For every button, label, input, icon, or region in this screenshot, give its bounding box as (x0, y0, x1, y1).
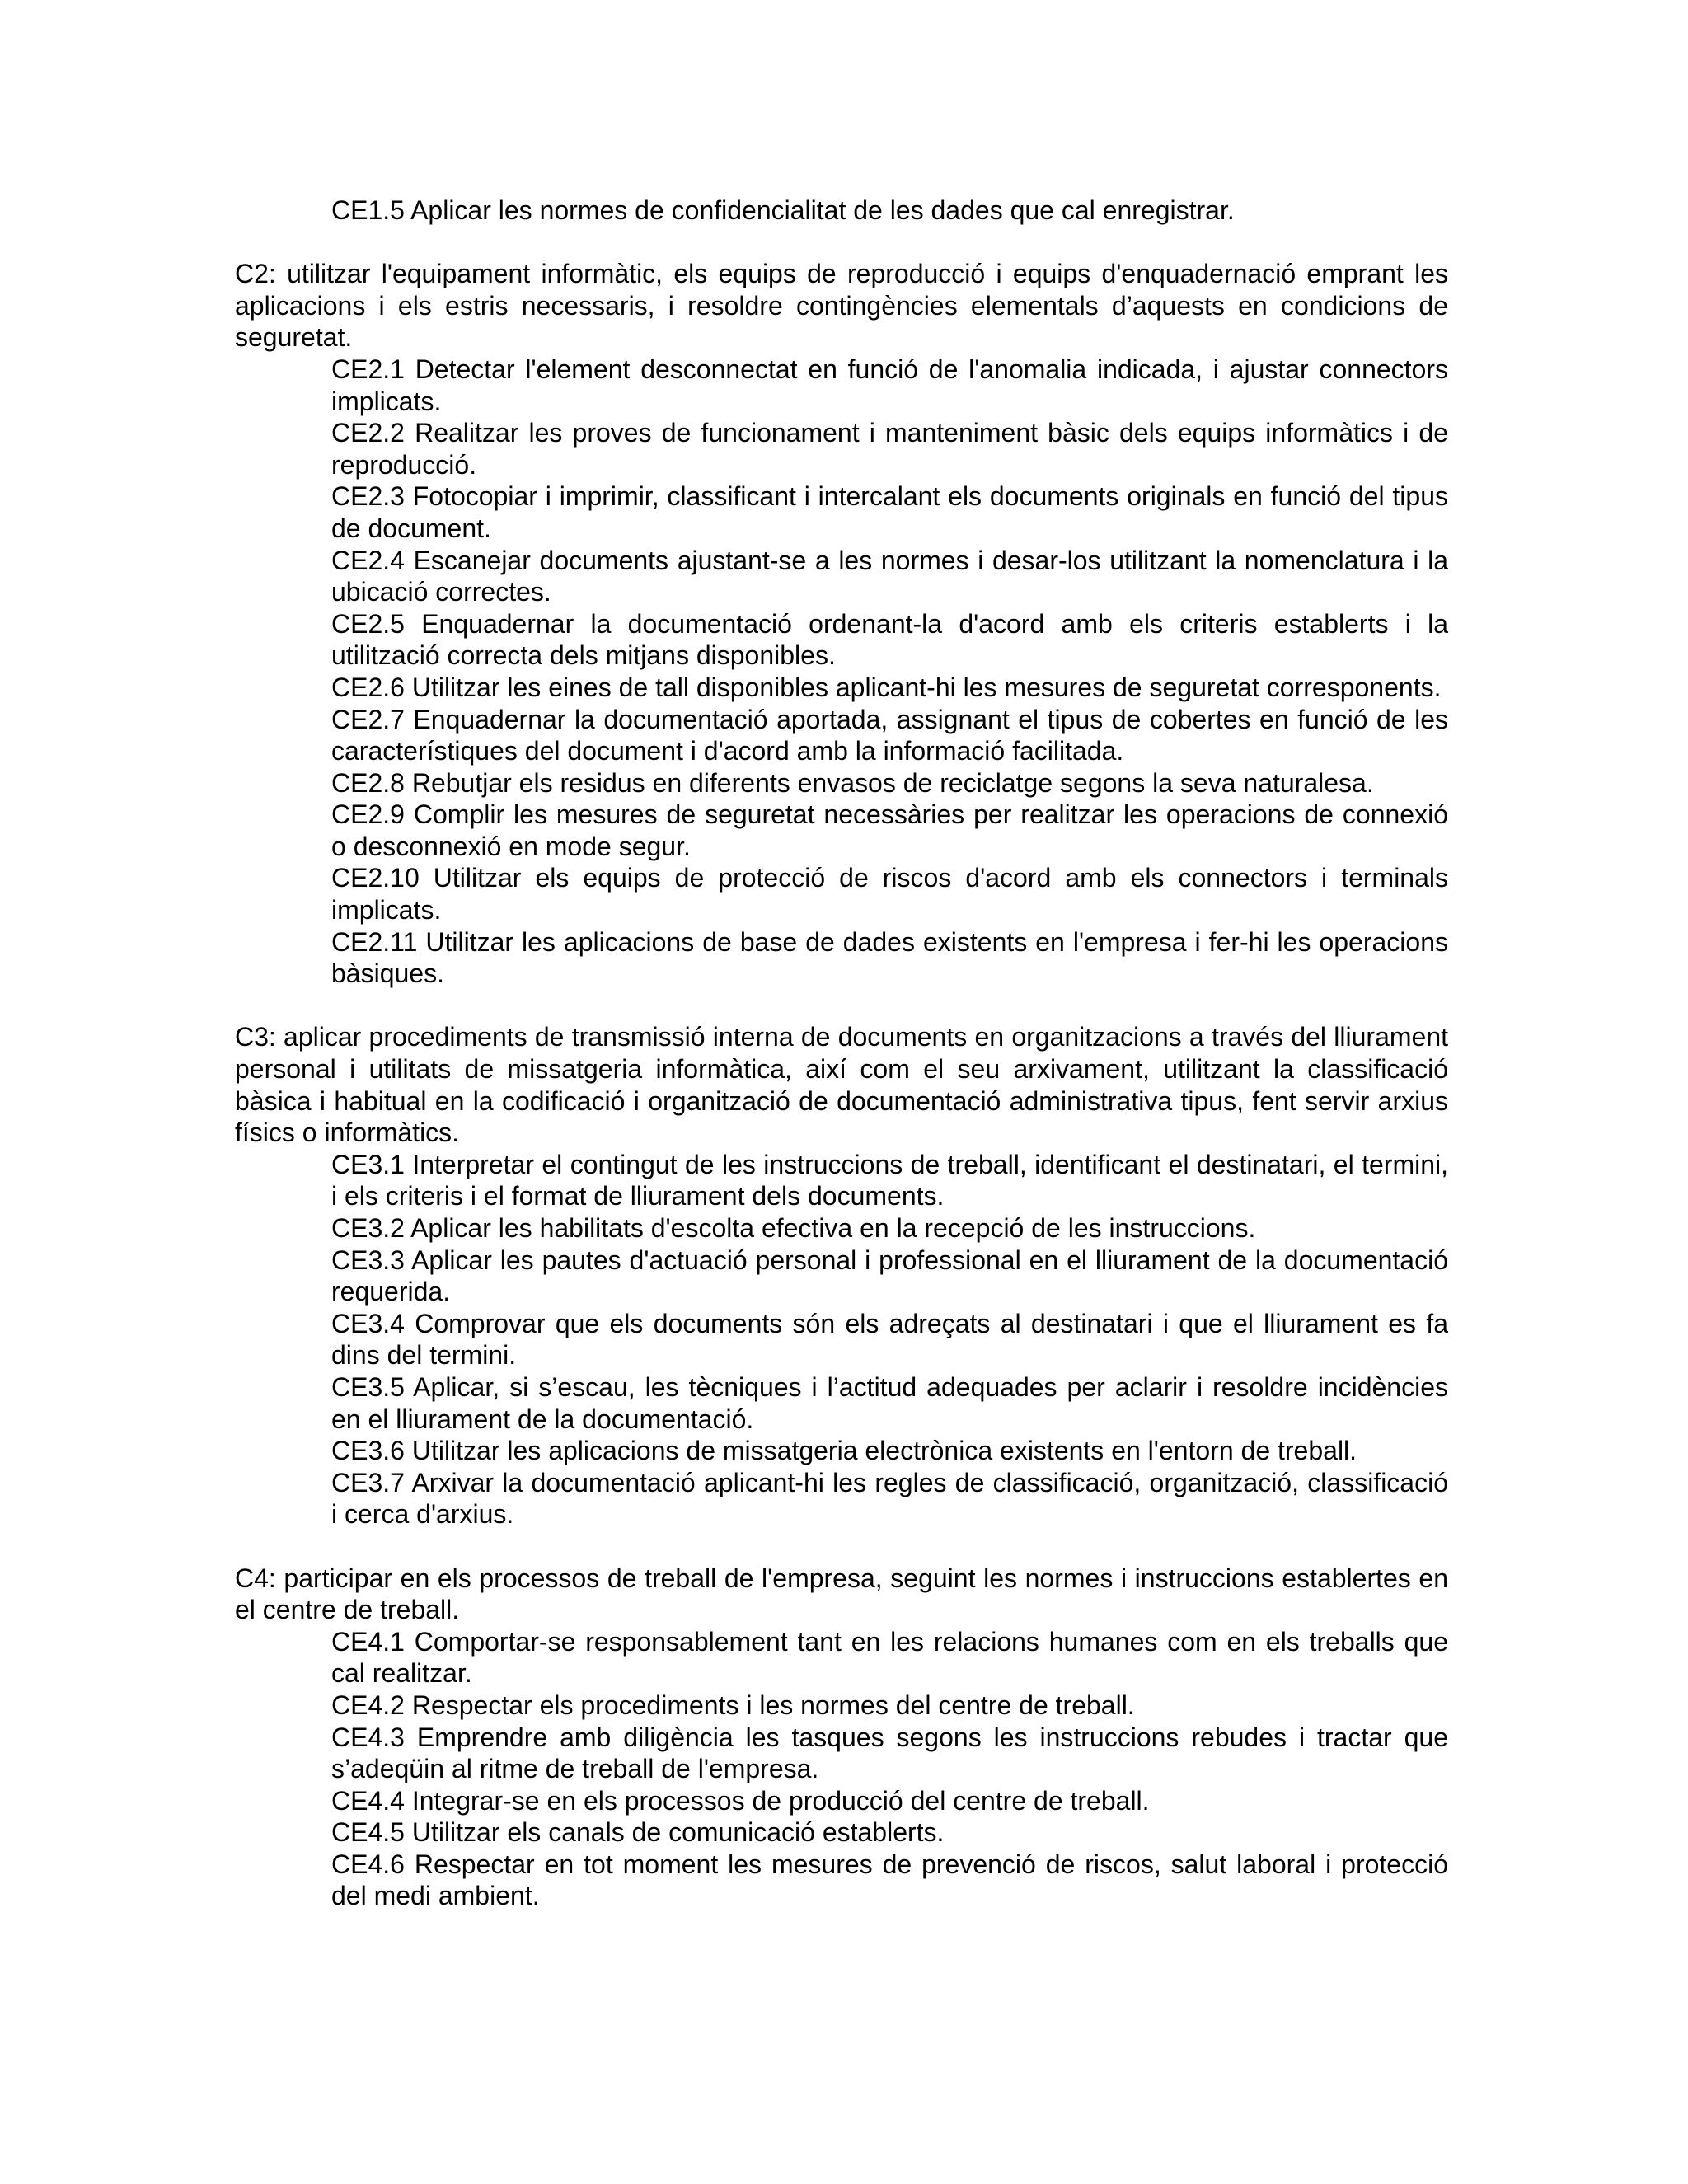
criterion-ce3-7: CE3.7 Arxivar la documentació aplicant-hi les regles de classificació, organització, classificació i cerca d'arxius. (331, 1467, 1448, 1530)
criterion-ce2-11: CE2.11 Utilitzar les aplicacions de base de dades existents en l'empresa i fer-hi les operacions bàsiques. (331, 926, 1448, 989)
spacer (235, 1530, 1448, 1563)
criterion-ce4-3: CE4.3 Emprendre amb diligència les tasques segons les instruccions rebudes i tractar que s’adeqüin al ritme de treball de l'empresa. (331, 1722, 1448, 1784)
document-page (235, 194, 1448, 1912)
criterion-ce2-4: CE2.4 Escanejar documents ajustant-se a les normes i desar-los utilitzant la nomenclatura i la ubicació correctes. (331, 545, 1448, 607)
section-c3-heading: C3: aplicar procediments de transmissió interna de documents en organitzacions a través del lliurament personal i utilitats de missatgeria informàtica, així com el seu arxivament, utilitzant la classificació bàsica i habitual en la codificació i organització de documentació administrativa tipus, fent servir arxius físics o informàtics. (235, 1022, 1448, 1148)
criterion-ce2-3: CE2.3 Fotocopiar i imprimir, classificant i intercalant els documents originals en funció del tipus de document. (331, 481, 1448, 543)
spacer (235, 227, 1448, 259)
criterion-ce1-5: CE1.5 Aplicar les normes de confidencialitat de les dades que cal enregistrar. (331, 195, 1235, 225)
criterion-ce3-2: CE3.2 Aplicar les habilitats d'escolta efectiva en la recepció de les instruccions. (331, 1213, 1256, 1243)
criterion-ce3-4: CE3.4 Comprovar que els documents són els adreçats al destinatari i que el lliurament es fa dins del termini. (331, 1308, 1448, 1371)
criterion-ce2-7: CE2.7 Enquadernar la documentació aportada, assignant el tipus de cobertes en funció de les característiques del document i d'acord amb la informació facilitada. (331, 704, 1448, 766)
criterion-ce2-6: CE2.6 Utilitzar les eines de tall disponibles aplicant-hi les mesures de seguretat corresponents. (331, 672, 1442, 702)
criterion-ce4-4: CE4.4 Integrar-se en els processos de producció del centre de treball. (331, 1785, 1150, 1816)
criterion-ce2-9: CE2.9 Complir les mesures de seguretat necessàries per realitzar les operacions de connexió o desconnexió en mode segur. (331, 799, 1448, 861)
criterion-ce4-1: CE4.1 Comportar-se responsablement tant en les relacions humanes com en els treballs que cal realitzar. (331, 1626, 1448, 1689)
criterion-ce4-5: CE4.5 Utilitzar els canals de comunicació establerts. (331, 1817, 945, 1848)
criterion-ce3-6: CE3.6 Utilitzar les aplicacions de missatgeria electrònica existents en l'entorn de treball. (331, 1436, 1357, 1466)
criterion-ce3-1: CE3.1 Interpretar el contingut de les instruccions de treball, identificant el destinatari, el termini, i els criteris i el format de lliurament dels documents. (331, 1149, 1448, 1212)
criterion-ce4-6: CE4.6 Respectar en tot moment les mesures de prevenció de riscos, salut laboral i protecció del medi ambient. (331, 1849, 1448, 1911)
criterion-ce3-5: CE3.5 Aplicar, si s’escau, les tècniques i l’actitud adequades per aclarir i resoldre incidències en el lliurament de la documentació. (331, 1371, 1448, 1434)
criterion-ce2-1: CE2.1 Detectar l'element desconnectat en funció de l'anomalia indicada, i ajustar connectors implicats. (331, 354, 1448, 416)
section-c2-heading: C2: utilitzar l'equipament informàtic, els equips de reproducció i equips d'enquadernació emprant les aplicacions i els estris necessaris, i resoldre contingències elementals d’aquests en condicions de seguretat. (235, 259, 1448, 353)
criterion-ce2-10: CE2.10 Utilitzar els equips de protecció de riscos d'acord amb els connectors i terminals implicats. (331, 863, 1448, 926)
criterion-ce3-3: CE3.3 Aplicar les pautes d'actuació personal i professional en el lliurament de la documentació requerida. (331, 1244, 1448, 1307)
criterion-ce2-5: CE2.5 Enquadernar la documentació ordenant-la d'acord amb els criteris establerts i la utilització correcta dels mitjans disponibles. (331, 608, 1448, 671)
spacer (235, 990, 1448, 1022)
section-c4-heading: C4: participar en els processos de treball de l'empresa, seguint les normes i instruccions establertes en el centre de treball. (235, 1563, 1448, 1625)
criterion-ce2-2: CE2.2 Realitzar les proves de funcionament i manteniment bàsic dels equips informàtics i de reproducció. (331, 418, 1448, 480)
criterion-ce4-2: CE4.2 Respectar els procediments i les normes del centre de treball. (331, 1690, 1135, 1720)
criterion-ce2-8: CE2.8 Rebutjar els residus en diferents envasos de reciclatge segons la seva naturalesa. (331, 767, 1374, 798)
